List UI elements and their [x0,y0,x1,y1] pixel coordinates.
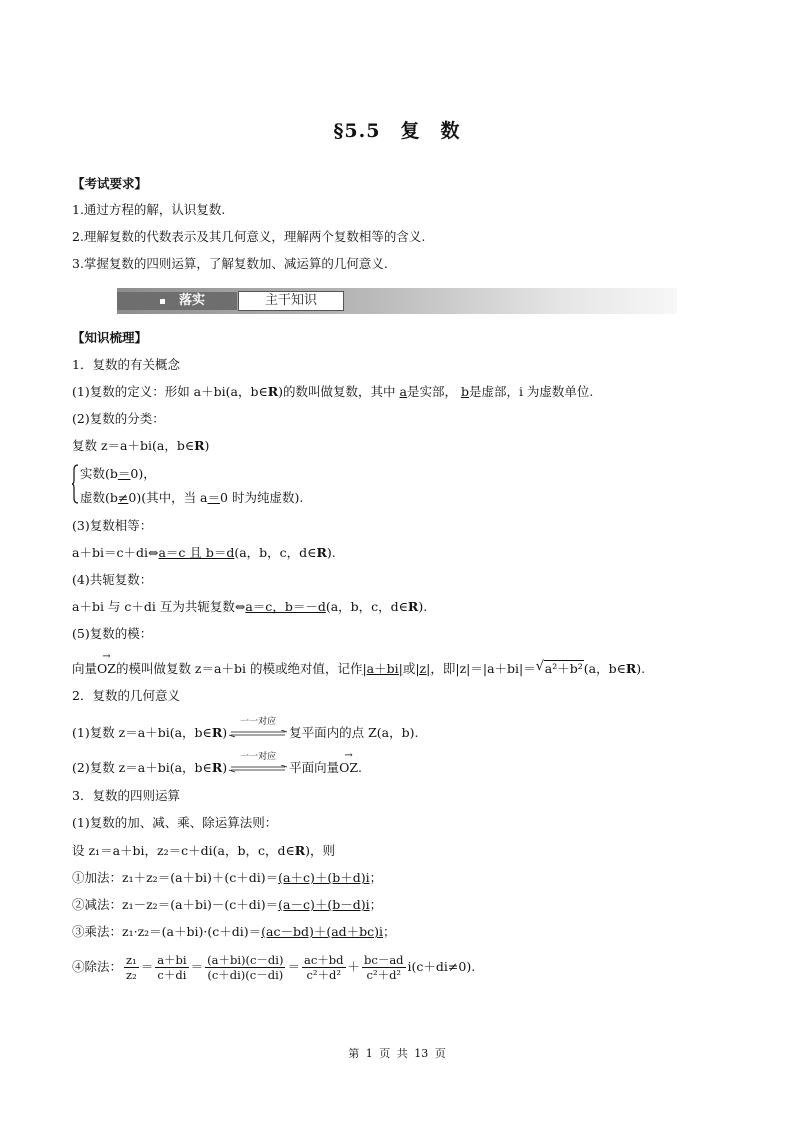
complex-definition: (1)复数的定义：形如 a＋bi(a，b∈R)的数叫做复数，其中 a是实部， b是虚部，i 为虚数单位. [72,384,594,399]
square-bullet-icon [160,299,165,304]
equality-line: a＋bi＝c＋di⇔a＝c 且 b＝d(a，b，c，d∈R). [72,545,336,560]
operation-addition: ①加法：z₁＋z₂＝(a＋bi)＋(c＋di)＝(a＋c)＋(b＋d)i； [72,870,383,885]
section-banner [117,288,677,314]
geometric-meaning-1: (1)复数 z＝a＋bi(a，b∈R) 一一对应 复平面内的点 Z(a，b). [72,716,419,740]
operation-subtraction: ②减法：z₁－z₂＝(a＋bi)－(c＋di)＝(a－c)＋(b－d)i； [72,897,383,912]
classification-imaginary: 虚数(b≠0)(其中，当 a＝0 时为纯虚数). [80,490,304,505]
requirement-item-2: 2.理解复数的代数表示及其几何意义，理解两个复数相等的含义. [72,229,426,244]
geometric-meaning-2: (2)复数 z＝a＋bi(a，b∈R) 一一对应 平面向量 → OZ. [72,750,363,775]
requirements-heading: 【考试要求】 [72,176,148,191]
left-brace-icon [72,464,78,504]
modulus-heading: (5)复数的模： [72,626,153,641]
requirement-item-1: 1.通过方程的解，认识复数. [72,202,226,217]
conjugate-line: a＋bi 与 c＋di 互为共轭复数⇔a＝c，b＝－d(a，b，c，d∈R). [72,599,428,614]
correspondence-arrow: 一一对应 [227,726,289,742]
knowledge-heading: 【知识梳理】 [72,330,148,345]
conjugate-heading: (4)共轭复数： [72,572,153,587]
banner-right-label: 主干知识 [238,291,344,311]
classification-line: 复数 z＝a＋bi(a，b∈R) [72,438,210,453]
page-footer: 第 1 页 共 13 页 [348,1047,446,1060]
classification-heading: (2)复数的分类： [72,411,165,426]
operation-division: ④除法： $\frac{\text{z₁}}{\text{z₂}}$ ＝ $\frac{a+bi}{c+di}$ ＝ $\frac{(a+bi)(c-di)}{(c+di)(c-di)}$ ＝ $\frac{ac+bd}{\text{c²＋d²}}$ ＋ $\frac{bc-ad}{\text{c²＋d²}}$ i(c＋di≠0). [72,953,476,982]
section-1-heading: 1．复数的有关概念 [72,357,180,372]
section-3-heading: 3．复数的四则运算 [72,788,180,803]
section-2-heading: 2．复数的几何意义 [72,688,180,703]
correspondence-arrow: 一一对应 [227,761,289,777]
page-title: §5.5 复 数 [333,120,461,142]
banner-left-box [117,292,237,310]
requirement-item-3: 3.掌握复数的四则运算，了解复数加、减运算的几何意义. [72,256,388,271]
classification-real: 实数(b＝0)， [80,466,156,481]
operations-let: 设 z₁＝a＋bi，z₂＝c＋di(a，b，c，d∈R)，则 [72,843,335,858]
equality-heading: (3)复数相等： [72,518,153,533]
modulus-line: 向量 → OZ的模叫做复数 z＝a＋bi 的模或绝对值，记作|a＋bi|或|z|，即|z|＝|a＋bi|＝ √ a²＋b²(a，b∈R). [72,651,646,676]
operation-multiplication: ③乘法：z₁·z₂＝(a＋bi)·(c＋di)＝(ac－bd)＋(ad＋bc)i； [72,924,396,939]
operations-rule: (1)复数的加、减、乘、除运算法则： [72,815,278,830]
banner-left-label: 落实 [179,293,206,308]
